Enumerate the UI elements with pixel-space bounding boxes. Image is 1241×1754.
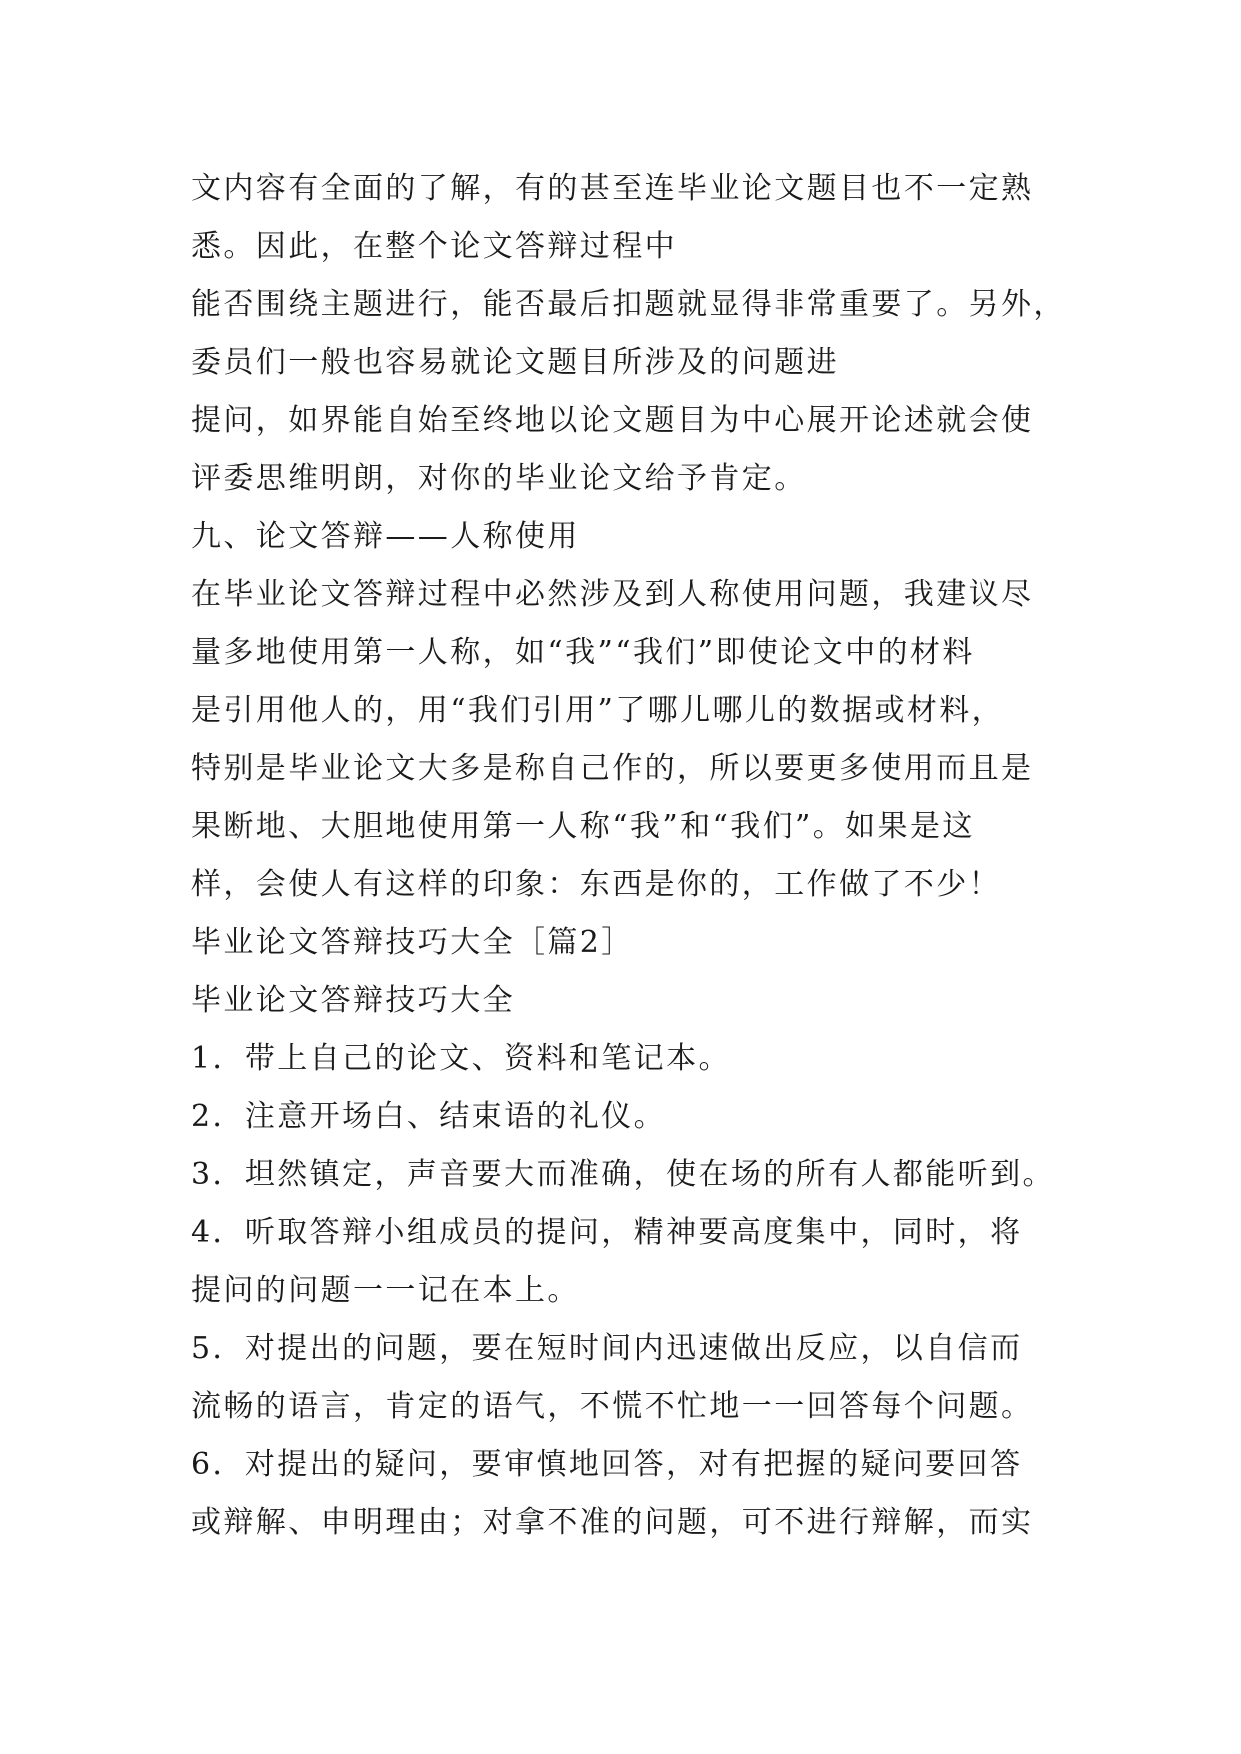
list-item: 1．带上自己的论文、资料和笔记本。 [191,1041,731,1076]
document-body [191,160,1071,1552]
article-title: 毕业论文答辩技巧大全 [191,983,515,1018]
list-item: 4．听取答辩小组成员的提问，精神要高度集中，同时，将 [191,1215,1023,1250]
text-line: 或辩解、申明理由；对拿不准的问题，可不进行辩解，而实 [191,1505,1034,1540]
text-line: 流畅的语言，肯定的语气，不慌不忙地一一回答每个问题。 [191,1389,1034,1424]
list-item: 3．坦然镇定，声音要大而准确，使在场的所有人都能听到。 [191,1157,1055,1192]
text-line: 评委思维明朗，对你的毕业论文给予肯定。 [191,461,807,496]
text-line: 悉。因此，在整个论文答辩过程中 [191,229,677,264]
article-heading: 毕业论文答辩技巧大全［篇2］ [191,925,634,960]
text-line: 文内容有全面的了解，有的甚至连毕业论文题目也不一定熟 [191,171,1034,206]
text-line: 是引用他人的，用“我们引用”了哪儿哪儿的数据或材料， [191,693,1005,728]
section-heading: 九、论文答辩——人称使用 [191,519,580,554]
text-line: 量多地使用第一人称，如“我”“我们”即使论文中的材料 [191,635,975,670]
text-line: 提问的问题一一记在本上。 [191,1273,580,1308]
text-line: 委员们一般也容易就论文题目所涉及的问题进 [191,345,839,380]
text-line: 果断地、大胆地使用第一人称“我”和“我们”。如果是这 [191,809,975,844]
text-line: 在毕业论文答辩过程中必然涉及到人称使用问题，我建议尽 [191,577,1034,612]
list-item: 6．对提出的疑问，要审慎地回答，对有把握的疑问要回答 [191,1447,1023,1482]
text-line: 提问，如界能自始至终地以论文题目为中心展开论述就会使 [191,403,1034,438]
text-line: 样，会使人有这样的印象：东西是你的，工作做了不少！ [191,867,1001,902]
text-line: 特别是毕业论文大多是称自己作的，所以要更多使用而且是 [191,751,1034,786]
list-item: 2．注意开场白、结束语的礼仪。 [191,1099,667,1134]
list-item: 5．对提出的问题，要在短时间内迅速做出反应，以自信而 [191,1331,1023,1366]
text-line: 能否围绕主题进行，能否最后扣题就显得非常重要了。另外， [191,287,1066,322]
